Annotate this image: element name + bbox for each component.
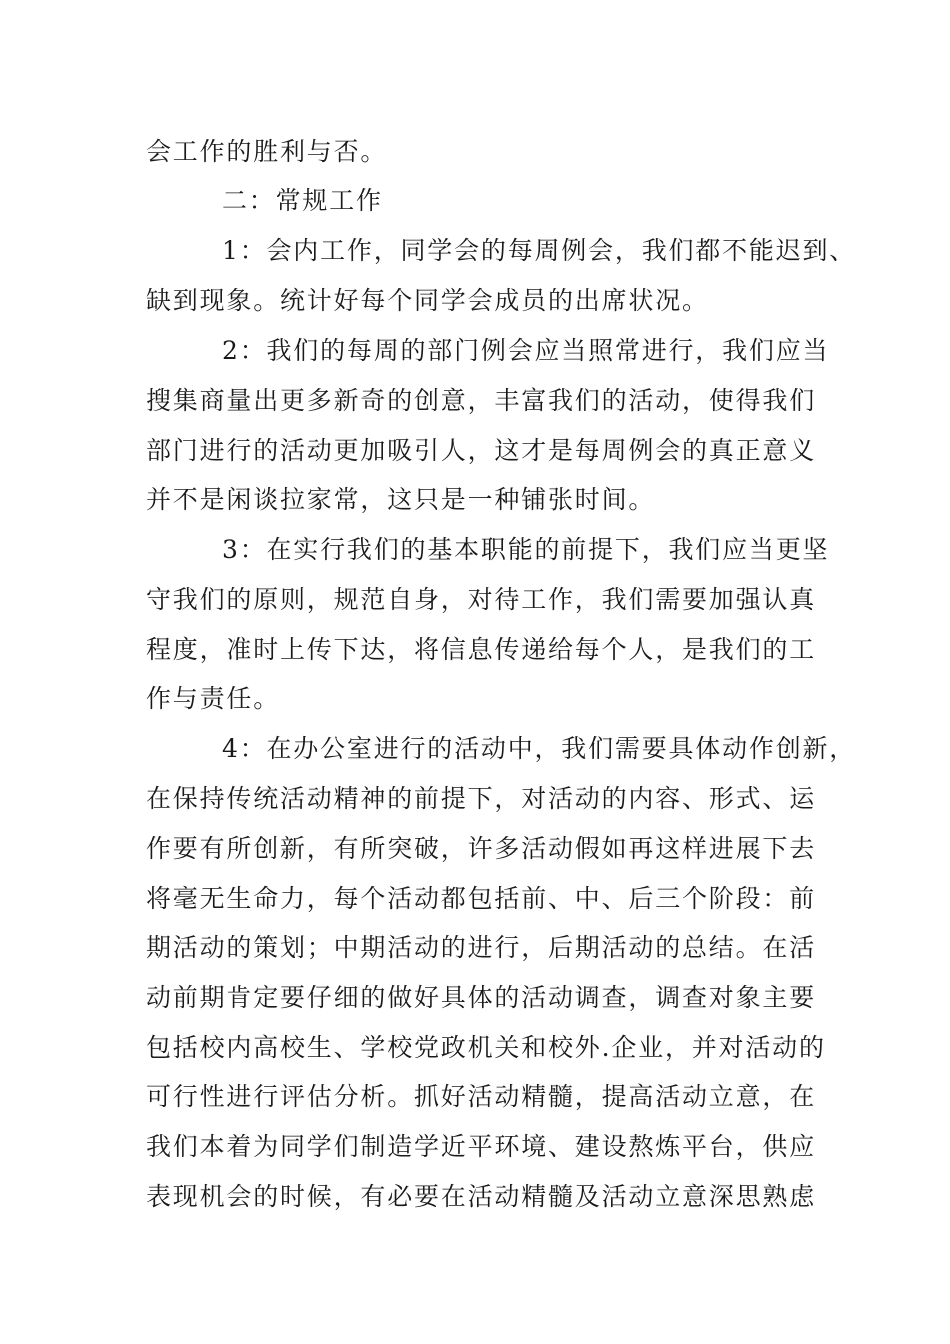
text-line: 表现机会的时候，有必要在活动精髓及活动立意深思熟虑	[146, 1182, 817, 1211]
text-line: 我们本着为同学们制造学近平环境、建设熬炼平台，供应	[146, 1132, 817, 1161]
text-line: 守我们的原则，规范自身，对待工作，我们需要加强认真	[146, 585, 817, 614]
text-line: 作与责任。	[146, 684, 281, 713]
text-line: 4：在办公室进行的活动中，我们需要具体动作创新，	[222, 734, 857, 763]
text-line: 1：会内工作，同学会的每周例会，我们都不能迟到、	[222, 236, 857, 265]
text-line: 缺到现象。统计好每个同学会成员的出席状况。	[146, 286, 709, 315]
text-line: 部门进行的活动更加吸引人，这才是每周例会的真正意义	[146, 436, 817, 465]
text-line: 在保持传统活动精神的前提下，对活动的内容、形式、运	[146, 784, 817, 813]
text-line: 会工作的胜利与否。	[146, 137, 388, 166]
text-line: 动前期肯定要仔细的做好具体的活动调查，调查对象主要	[146, 983, 817, 1012]
text-line: 作要有所创新，有所突破，许多活动假如再这样进展下去	[146, 834, 817, 863]
text-line: 期活动的策划；中期活动的进行，后期活动的总结。在活	[146, 933, 817, 962]
text-line: 并不是闲谈拉家常，这只是一种铺张时间。	[146, 485, 656, 514]
text-line: 搜集商量出更多新奇的创意，丰富我们的活动，使得我们	[146, 386, 817, 415]
text-line: 可行性进行评估分析。抓好活动精髓，提高活动立意，在	[146, 1082, 817, 1111]
text-line: 2：我们的每周的部门例会应当照常进行，我们应当	[222, 336, 830, 365]
text-line: 包括校内高校生、学校党政机关和校外.企业，并对活动的	[146, 1033, 826, 1062]
text-line: 3：在实行我们的基本职能的前提下，我们应当更坚	[222, 535, 830, 564]
section-heading: 二：常规工作	[222, 186, 383, 215]
text-line: 程度，准时上传下达，将信息传递给每个人，是我们的工	[146, 635, 817, 664]
text-line: 将毫无生命力，每个活动都包括前、中、后三个阶段：前	[146, 884, 817, 913]
